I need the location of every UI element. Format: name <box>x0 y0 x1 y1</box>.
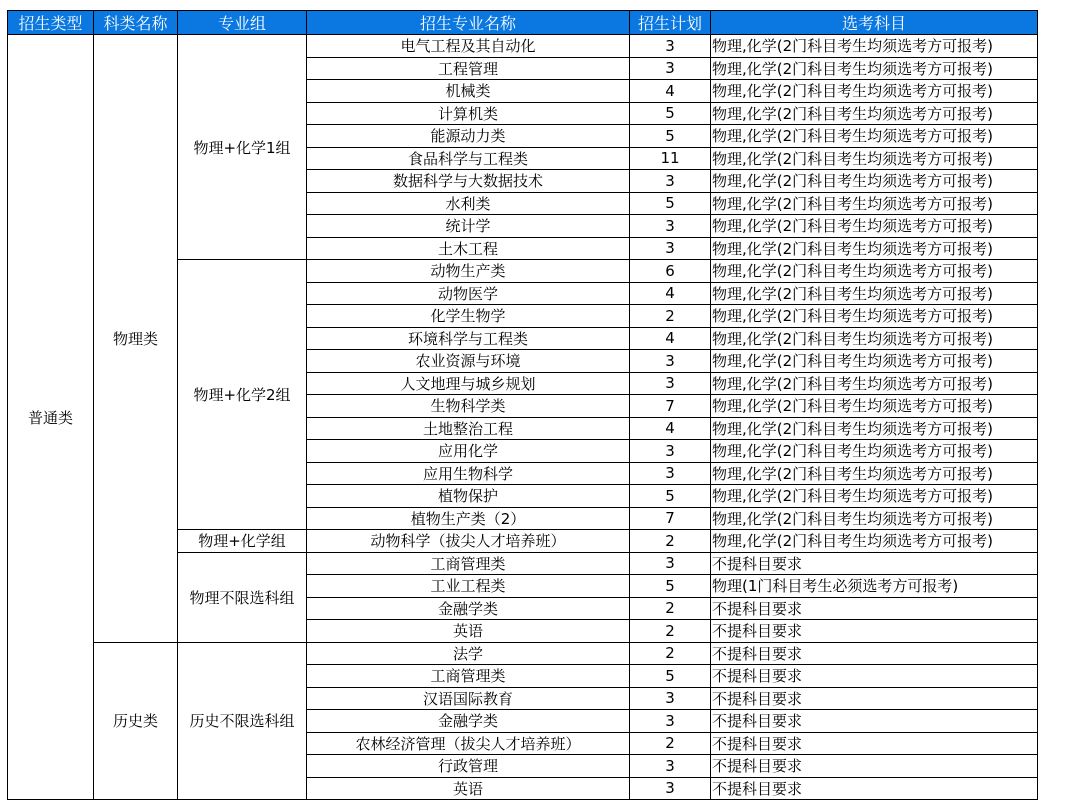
major-name-cell: 生物科学类 <box>307 395 630 418</box>
header-type: 招生类型 <box>8 11 94 35</box>
plan-count-cell: 11 <box>630 147 711 170</box>
subject-requirement-cell: 物理,化学(2门科目考生均须选考方可报考) <box>711 530 1038 553</box>
plan-count-cell: 4 <box>630 417 711 440</box>
subject-requirement-cell: 物理,化学(2门科目考生均须选考方可报考) <box>711 260 1038 283</box>
major-name-cell: 汉语国际教育 <box>307 687 630 710</box>
subject-requirement-cell: 不提科目要求 <box>711 642 1038 665</box>
major-name-cell: 电气工程及其自动化 <box>307 35 630 58</box>
plan-count-cell: 3 <box>630 215 711 238</box>
plan-count-cell: 3 <box>630 462 711 485</box>
subject-requirement-cell: 不提科目要求 <box>711 755 1038 778</box>
subject-requirement-cell: 物理,化学(2门科目考生均须选考方可报考) <box>711 305 1038 328</box>
header-subject: 选考科目 <box>711 11 1038 35</box>
plan-count-cell: 2 <box>630 305 711 328</box>
plan-count-cell: 7 <box>630 395 711 418</box>
plan-count-cell: 3 <box>630 237 711 260</box>
major-name-cell: 工程管理 <box>307 57 630 80</box>
subject-requirement-cell: 物理,化学(2门科目考生均须选考方可报考) <box>711 507 1038 530</box>
plan-count-cell: 3 <box>630 35 711 58</box>
major-name-cell: 化学生物学 <box>307 305 630 328</box>
subject-requirement-cell: 物理,化学(2门科目考生均须选考方可报考) <box>711 125 1038 148</box>
major-name-cell: 植物保护 <box>307 485 630 508</box>
plan-count-cell: 5 <box>630 665 711 688</box>
plan-count-cell: 3 <box>630 552 711 575</box>
plan-count-cell: 7 <box>630 507 711 530</box>
subject-requirement-cell: 物理,化学(2门科目考生均须选考方可报考) <box>711 80 1038 103</box>
header-row <box>8 11 1038 35</box>
plan-count-cell: 3 <box>630 755 711 778</box>
header-category: 科类名称 <box>94 11 178 35</box>
subject-requirement-cell: 不提科目要求 <box>711 777 1038 800</box>
subject-requirement-cell: 不提科目要求 <box>711 732 1038 755</box>
major-name-cell: 工商管理类 <box>307 552 630 575</box>
major-name-cell: 动物医学 <box>307 282 630 305</box>
subject-requirement-cell: 不提科目要求 <box>711 710 1038 733</box>
header-plan: 招生计划 <box>630 11 711 35</box>
subject-requirement-cell: 物理,化学(2门科目考生均须选考方可报考) <box>711 102 1038 125</box>
plan-count-cell: 5 <box>630 102 711 125</box>
major-name-cell: 应用生物科学 <box>307 462 630 485</box>
major-name-cell: 机械类 <box>307 80 630 103</box>
subject-requirement-cell: 物理,化学(2门科目考生均须选考方可报考) <box>711 417 1038 440</box>
subject-requirement-cell: 物理,化学(2门科目考生均须选考方可报考) <box>711 462 1038 485</box>
major-group-cell: 物理+化学组 <box>178 530 307 553</box>
plan-count-cell: 3 <box>630 777 711 800</box>
major-group-cell: 物理+化学2组 <box>178 260 307 530</box>
plan-count-cell: 2 <box>630 620 711 643</box>
major-name-cell: 人文地理与城乡规划 <box>307 372 630 395</box>
major-group-cell: 历史不限选科组 <box>178 642 307 800</box>
major-name-cell: 英语 <box>307 620 630 643</box>
major-name-cell: 能源动力类 <box>307 125 630 148</box>
plan-count-cell: 2 <box>630 597 711 620</box>
subject-requirement-cell: 物理,化学(2门科目考生均须选考方可报考) <box>711 147 1038 170</box>
subject-requirement-cell: 物理,化学(2门科目考生均须选考方可报考) <box>711 440 1038 463</box>
major-name-cell: 工业工程类 <box>307 575 630 598</box>
major-name-cell: 数据科学与大数据技术 <box>307 170 630 193</box>
major-name-cell: 金融学类 <box>307 597 630 620</box>
major-name-cell: 农林经济管理（拔尖人才培养班） <box>307 732 630 755</box>
plan-count-cell: 5 <box>630 125 711 148</box>
category-name-cell: 物理类 <box>94 35 178 643</box>
major-name-cell: 英语 <box>307 777 630 800</box>
plan-count-cell: 2 <box>630 732 711 755</box>
plan-count-cell: 3 <box>630 372 711 395</box>
header-major: 招生专业名称 <box>307 11 630 35</box>
subject-requirement-cell: 不提科目要求 <box>711 687 1038 710</box>
major-name-cell: 金融学类 <box>307 710 630 733</box>
subject-requirement-cell: 物理,化学(2门科目考生均须选考方可报考) <box>711 350 1038 373</box>
plan-count-cell: 3 <box>630 170 711 193</box>
major-name-cell: 工商管理类 <box>307 665 630 688</box>
subject-requirement-cell: 物理,化学(2门科目考生均须选考方可报考) <box>711 57 1038 80</box>
plan-count-cell: 5 <box>630 575 711 598</box>
subject-requirement-cell: 物理,化学(2门科目考生均须选考方可报考) <box>711 395 1038 418</box>
plan-count-cell: 4 <box>630 282 711 305</box>
category-name-cell: 历史类 <box>94 642 178 800</box>
subject-requirement-cell: 不提科目要求 <box>711 597 1038 620</box>
subject-requirement-cell: 物理,化学(2门科目考生均须选考方可报考) <box>711 237 1038 260</box>
major-name-cell: 农业资源与环境 <box>307 350 630 373</box>
plan-count-cell: 2 <box>630 530 711 553</box>
major-name-cell: 土木工程 <box>307 237 630 260</box>
plan-count-cell: 5 <box>630 485 711 508</box>
plan-count-cell: 3 <box>630 57 711 80</box>
major-name-cell: 植物生产类（2） <box>307 507 630 530</box>
header-group: 专业组 <box>178 11 307 35</box>
subject-requirement-cell: 不提科目要求 <box>711 665 1038 688</box>
major-name-cell: 统计学 <box>307 215 630 238</box>
major-name-cell: 水利类 <box>307 192 630 215</box>
plan-count-cell: 3 <box>630 440 711 463</box>
subject-requirement-cell: 物理,化学(2门科目考生均须选考方可报考) <box>711 282 1038 305</box>
subject-requirement-cell: 物理,化学(2门科目考生均须选考方可报考) <box>711 192 1038 215</box>
table-row <box>8 642 1038 665</box>
subject-requirement-cell: 物理,化学(2门科目考生均须选考方可报考) <box>711 170 1038 193</box>
subject-requirement-cell: 物理,化学(2门科目考生均须选考方可报考) <box>711 485 1038 508</box>
admission-plan-table <box>7 10 1038 800</box>
plan-count-cell: 4 <box>630 80 711 103</box>
major-name-cell: 环境科学与工程类 <box>307 327 630 350</box>
subject-requirement-cell: 物理(1门科目考生必须选考方可报考) <box>711 575 1038 598</box>
plan-count-cell: 2 <box>630 642 711 665</box>
major-name-cell: 行政管理 <box>307 755 630 778</box>
plan-count-cell: 6 <box>630 260 711 283</box>
major-name-cell: 计算机类 <box>307 102 630 125</box>
plan-count-cell: 3 <box>630 350 711 373</box>
major-name-cell: 应用化学 <box>307 440 630 463</box>
plan-count-cell: 5 <box>630 192 711 215</box>
subject-requirement-cell: 物理,化学(2门科目考生均须选考方可报考) <box>711 372 1038 395</box>
table-row <box>8 35 1038 58</box>
major-name-cell: 食品科学与工程类 <box>307 147 630 170</box>
major-group-cell: 物理不限选科组 <box>178 552 307 642</box>
plan-count-cell: 4 <box>630 327 711 350</box>
subject-requirement-cell: 不提科目要求 <box>711 620 1038 643</box>
major-name-cell: 土地整治工程 <box>307 417 630 440</box>
major-group-cell: 物理+化学1组 <box>178 35 307 260</box>
table-body <box>8 35 1038 800</box>
subject-requirement-cell: 物理,化学(2门科目考生均须选考方可报考) <box>711 35 1038 58</box>
major-name-cell: 动物生产类 <box>307 260 630 283</box>
plan-count-cell: 3 <box>630 710 711 733</box>
major-name-cell: 法学 <box>307 642 630 665</box>
subject-requirement-cell: 物理,化学(2门科目考生均须选考方可报考) <box>711 327 1038 350</box>
admission-type-cell: 普通类 <box>8 35 94 800</box>
plan-count-cell: 3 <box>630 687 711 710</box>
subject-requirement-cell: 物理,化学(2门科目考生均须选考方可报考) <box>711 215 1038 238</box>
major-name-cell: 动物科学（拔尖人才培养班） <box>307 530 630 553</box>
subject-requirement-cell: 不提科目要求 <box>711 552 1038 575</box>
